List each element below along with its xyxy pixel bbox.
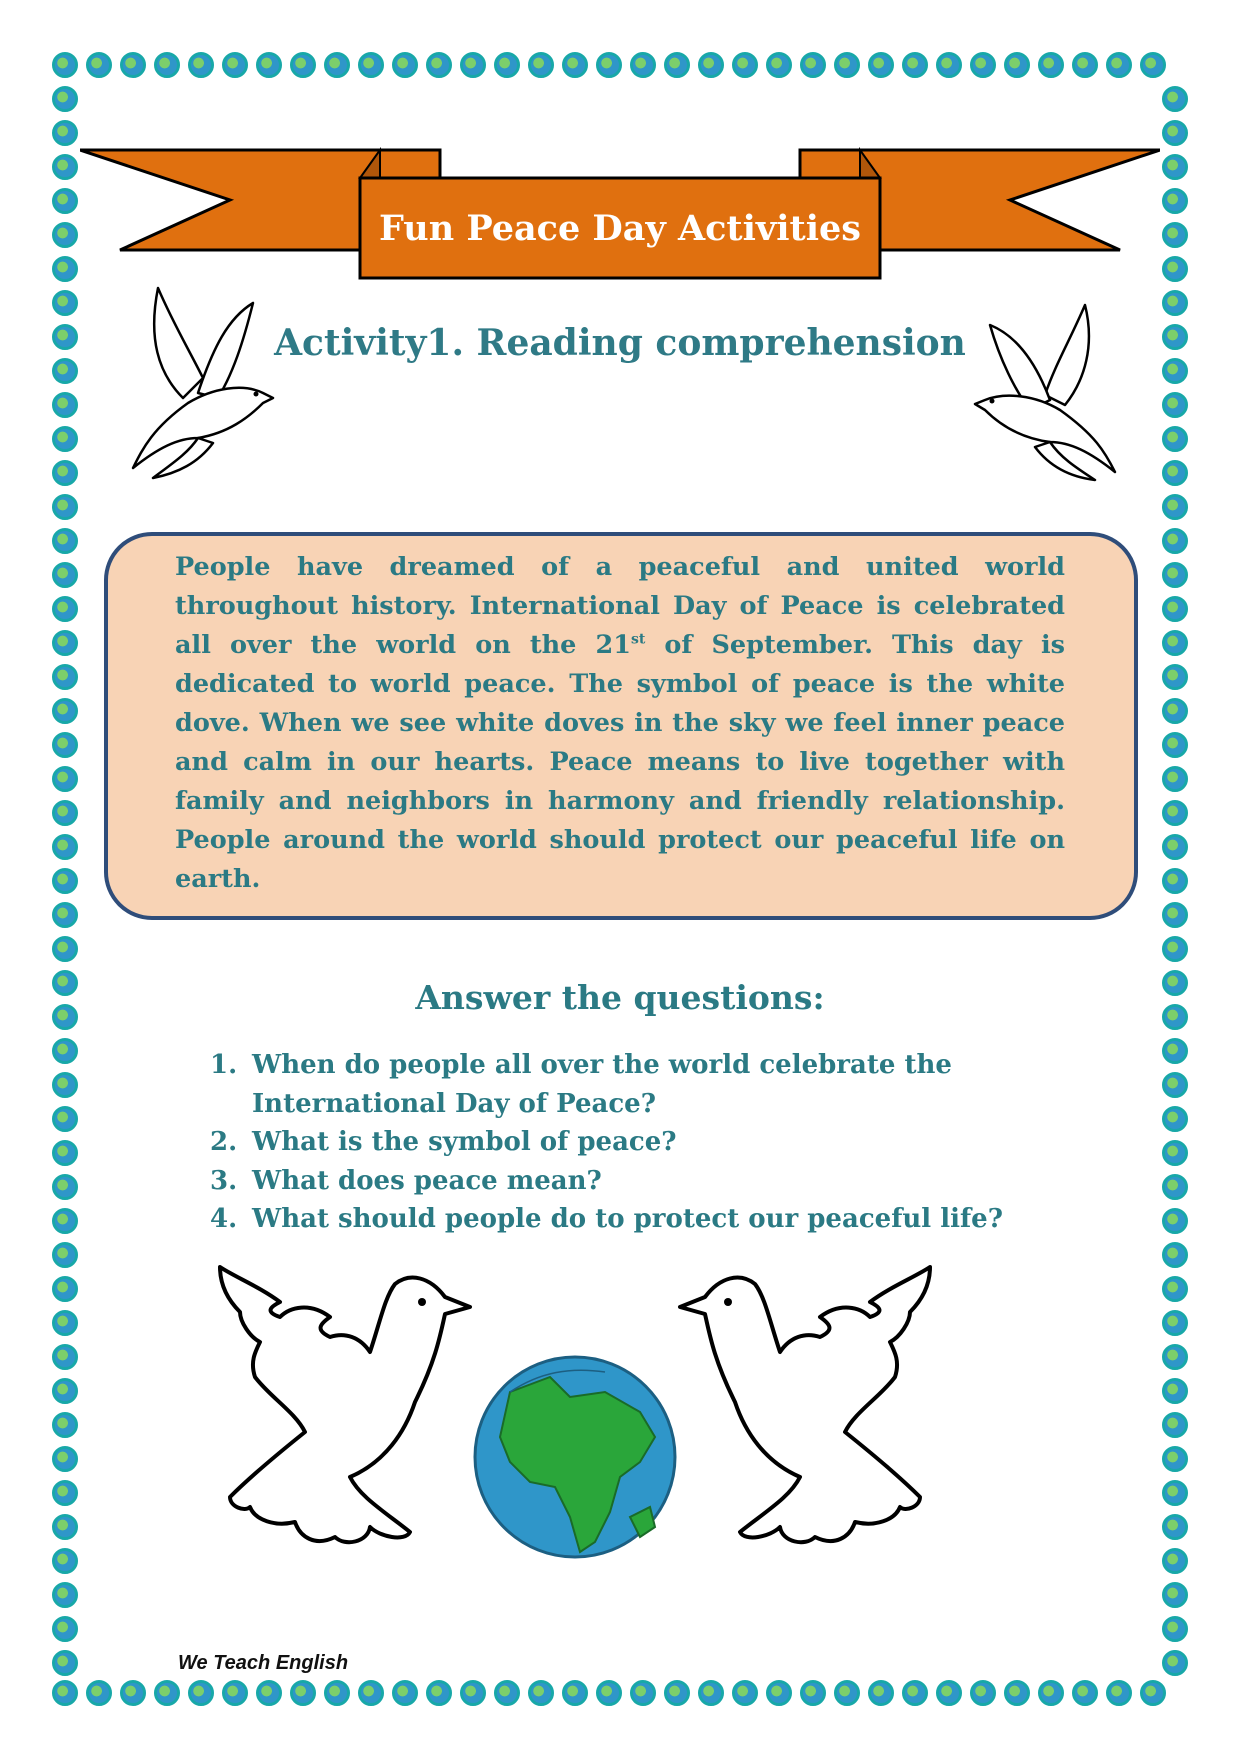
globe-icon: [324, 1680, 350, 1706]
globe-icon: [562, 1680, 588, 1706]
globe-icon: [1038, 52, 1064, 78]
globe-icon: [222, 1680, 248, 1706]
globe-icon: [188, 52, 214, 78]
globe-icon: [1106, 1680, 1132, 1706]
question-number: 4.: [210, 1204, 238, 1234]
globe-icon: [834, 1680, 860, 1706]
globe-icon: [52, 1242, 78, 1268]
globe-icon: [732, 52, 758, 78]
globe-icon: [52, 1616, 78, 1642]
globe-icon: [52, 358, 78, 384]
question-number: 3.: [210, 1165, 238, 1196]
globe-icon: [562, 52, 588, 78]
globe-icon: [1162, 1140, 1188, 1166]
globe-icon: [52, 494, 78, 520]
globe-icon: [52, 1106, 78, 1132]
globe-icon: [800, 52, 826, 78]
dove-icon: [118, 278, 278, 488]
globe-icon: [52, 902, 78, 928]
globe-icon: [358, 1680, 384, 1706]
globe-icon: [52, 732, 78, 758]
globe-icon: [1162, 1582, 1188, 1608]
globe-icon: [1162, 1446, 1188, 1472]
ordinal-suffix: st: [630, 631, 646, 648]
globe-icon: [1162, 902, 1188, 928]
globe-icon: [52, 970, 78, 996]
globe-icon: [52, 766, 78, 792]
globe-icon: [52, 290, 78, 316]
globe-icon: [52, 1446, 78, 1472]
globe-icon: [52, 1378, 78, 1404]
globe-icon: [1162, 154, 1188, 180]
globe-icon: [392, 52, 418, 78]
globe-icon: [630, 1680, 656, 1706]
globe-icon: [1072, 52, 1098, 78]
questions-heading: Answer the questions:: [415, 978, 825, 1017]
doves-globe-illustration: [210, 1262, 940, 1592]
globe-icon: [1162, 256, 1188, 282]
reading-passage: [175, 548, 1065, 899]
globe-icon: [1162, 1038, 1188, 1064]
question-number: 1.: [210, 1050, 238, 1080]
globe-icon: [86, 1680, 112, 1706]
globe-icon: [52, 154, 78, 180]
globe-icon: [698, 52, 724, 78]
globe-icon: [1162, 970, 1188, 996]
globe-icon: [222, 52, 248, 78]
globe-icon: [52, 664, 78, 690]
globe-icon: [52, 1310, 78, 1336]
globe-icon: [1162, 1514, 1188, 1540]
globe-icon: [52, 52, 78, 78]
globe-icon: [664, 52, 690, 78]
globe-icon: [1162, 936, 1188, 962]
globe-icon: [1162, 698, 1188, 724]
globe-icon: [52, 120, 78, 146]
globe-icon: [494, 1680, 520, 1706]
globe-icon: [1140, 52, 1166, 78]
globe-icon: [52, 630, 78, 656]
globe-icon: [1162, 1208, 1188, 1234]
worksheet-title: Fun Peace Day Activities: [379, 207, 861, 249]
globe-icon: [1162, 1276, 1188, 1302]
dove-right-body: [680, 1267, 930, 1542]
globe-icon: [1162, 1548, 1188, 1574]
globe-icon: [1162, 1310, 1188, 1336]
question-item: [210, 1200, 1130, 1239]
globe-icon: [426, 1680, 452, 1706]
reading-text-part: of September. This day is dedicated to world peace. The symbol of peace is the white dove. When we see white doves in the sky we feel inner peace and calm in our hearts. Peace means to live together with family and neighbors in harmony and friendly relationship. People around the world should protect our peaceful life on earth.: [175, 630, 1065, 894]
globe-icon: [52, 324, 78, 350]
globe-icon: [766, 1680, 792, 1706]
globe-icon: [1162, 1072, 1188, 1098]
globe-icon: [1162, 494, 1188, 520]
globe-icon: [52, 1650, 78, 1676]
globe-icon: [1162, 426, 1188, 452]
question-number: 2.: [210, 1127, 238, 1157]
globe-icon: [1004, 52, 1030, 78]
globe-icon: [1162, 1106, 1188, 1132]
globe-icon: [1162, 834, 1188, 860]
question-text: What is the symbol of peace?: [252, 1127, 677, 1157]
globe-icon: [392, 1680, 418, 1706]
globe-icon: [52, 1344, 78, 1370]
globe-icon: [834, 52, 860, 78]
globe-icon: [460, 1680, 486, 1706]
globe-icon: [1162, 1378, 1188, 1404]
globe-icon: [528, 52, 554, 78]
globe-icon: [902, 52, 928, 78]
globe-icon: [1162, 528, 1188, 554]
globe-icon: [494, 52, 520, 78]
globe-icon: [256, 52, 282, 78]
globe-icon: [1072, 1680, 1098, 1706]
globe-border-top: [48, 48, 1170, 82]
question-text: When do people all over the world celebrate the International Day of Peace?: [252, 1050, 952, 1119]
globe-icon: [528, 1680, 554, 1706]
globe-border-right: [1158, 82, 1192, 1680]
globe-icon: [1162, 562, 1188, 588]
question-text: What should people do to protect our peaceful life?: [252, 1204, 1003, 1234]
globe-icon: [52, 1140, 78, 1166]
globe-icon: [154, 1680, 180, 1706]
globe-icon: [358, 52, 384, 78]
globe-icon: [868, 1680, 894, 1706]
globe-icon: [52, 698, 78, 724]
globe-icon: [52, 1276, 78, 1302]
globe-icon: [52, 1514, 78, 1540]
globe-icon: [1162, 596, 1188, 622]
globe-icon: [475, 1357, 675, 1557]
globe-icon: [630, 52, 656, 78]
globe-icon: [1162, 358, 1188, 384]
reading-text-part: People have dreamed of a peaceful and united world throughout history. International Day of Peace is celebrated all over the world on the 21: [175, 552, 1065, 660]
dove-left-body: [220, 1267, 470, 1542]
globe-icon: [52, 426, 78, 452]
globe-icon: [290, 1680, 316, 1706]
globe-icon: [1004, 1680, 1030, 1706]
globe-icon: [1162, 1616, 1188, 1642]
globe-icon: [1162, 1480, 1188, 1506]
globe-border-left: [48, 82, 82, 1680]
globe-icon: [970, 52, 996, 78]
globe-icon: [52, 1480, 78, 1506]
globe-icon: [52, 868, 78, 894]
globe-icon: [120, 52, 146, 78]
globe-icon: [800, 1680, 826, 1706]
globe-icon: [52, 222, 78, 248]
globe-icon: [52, 256, 78, 282]
globe-icon: [1162, 1174, 1188, 1200]
globe-icon: [52, 1582, 78, 1608]
globe-icon: [1162, 86, 1188, 112]
globe-icon: [1162, 1650, 1188, 1676]
globe-icon: [1162, 1004, 1188, 1030]
globe-icon: [698, 1680, 724, 1706]
question-text: What does peace mean?: [252, 1165, 602, 1196]
globe-icon: [1140, 1680, 1166, 1706]
globe-icon: [52, 1412, 78, 1438]
globe-icon: [732, 1680, 758, 1706]
question-item: [210, 1046, 1130, 1123]
globe-icon: [52, 800, 78, 826]
globe-icon: [1162, 290, 1188, 316]
globe-icon: [52, 1208, 78, 1234]
globe-icon: [936, 52, 962, 78]
globe-icon: [1162, 120, 1188, 146]
dove-icon: [970, 300, 1130, 490]
globe-icon: [52, 562, 78, 588]
globe-icon: [936, 1680, 962, 1706]
globe-icon: [52, 1174, 78, 1200]
globe-icon: [324, 52, 350, 78]
globe-border-bottom: [48, 1676, 1170, 1710]
globe-icon: [52, 1072, 78, 1098]
globe-icon: [52, 1004, 78, 1030]
globe-icon: [1162, 868, 1188, 894]
globe-icon: [1162, 222, 1188, 248]
question-item: [210, 1162, 1130, 1201]
globe-icon: [1162, 1242, 1188, 1268]
globe-icon: [52, 528, 78, 554]
globe-icon: [1162, 188, 1188, 214]
question-item: [210, 1123, 1130, 1162]
globe-icon: [188, 1680, 214, 1706]
globe-icon: [1162, 766, 1188, 792]
globe-icon: [154, 52, 180, 78]
globe-icon: [1162, 460, 1188, 486]
globe-icon: [664, 1680, 690, 1706]
globe-icon: [52, 936, 78, 962]
activity-title: Activity1. Reading comprehension: [274, 322, 966, 364]
globe-icon: [868, 52, 894, 78]
globe-icon: [1162, 1344, 1188, 1370]
globe-icon: [52, 188, 78, 214]
globe-icon: [1106, 52, 1132, 78]
globe-icon: [766, 52, 792, 78]
globe-icon: [1162, 392, 1188, 418]
globe-icon: [460, 52, 486, 78]
globe-icon: [1162, 630, 1188, 656]
globe-icon: [52, 1038, 78, 1064]
globe-icon: [902, 1680, 928, 1706]
globe-icon: [596, 1680, 622, 1706]
footer-credit: We Teach English: [178, 1652, 349, 1674]
globe-icon: [596, 52, 622, 78]
globe-icon: [52, 834, 78, 860]
globe-icon: [52, 460, 78, 486]
globe-icon: [970, 1680, 996, 1706]
globe-icon: [120, 1680, 146, 1706]
globe-icon: [426, 52, 452, 78]
globe-icon: [52, 1680, 78, 1706]
globe-icon: [52, 596, 78, 622]
globe-icon: [290, 52, 316, 78]
globe-icon: [1162, 1412, 1188, 1438]
globe-icon: [1162, 732, 1188, 758]
globe-icon: [86, 52, 112, 78]
globe-icon: [1162, 800, 1188, 826]
globe-icon: [1162, 664, 1188, 690]
globe-icon: [256, 1680, 282, 1706]
globe-icon: [52, 392, 78, 418]
globe-icon: [1038, 1680, 1064, 1706]
globe-icon: [52, 86, 78, 112]
globe-icon: [52, 1548, 78, 1574]
globe-icon: [1162, 324, 1188, 350]
questions-list: [210, 1046, 1130, 1239]
